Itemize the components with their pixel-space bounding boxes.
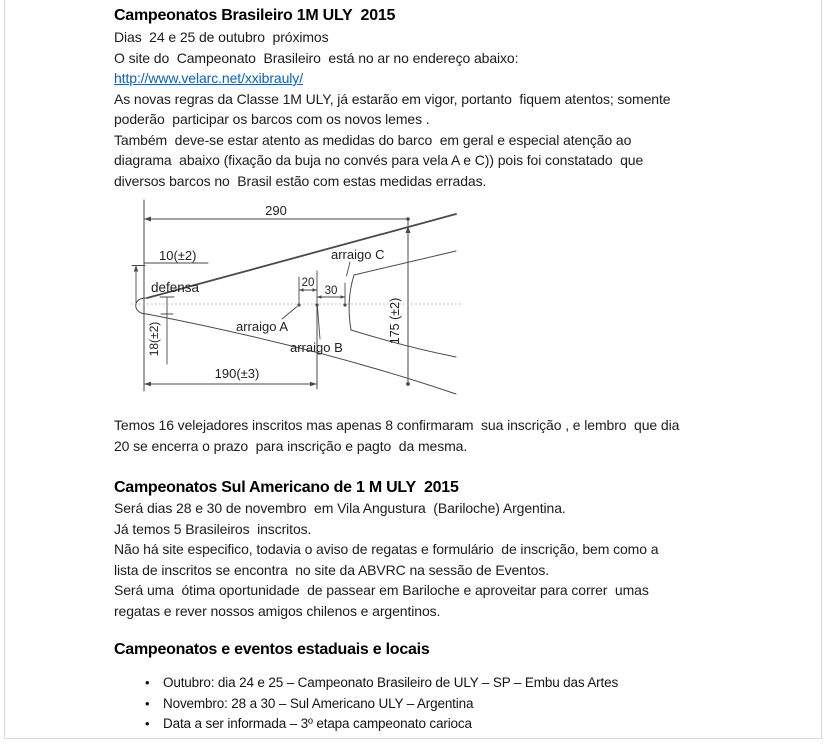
arraigo-a-leader [282,307,297,320]
boat-diagram-svg [111,193,471,411]
text-line: Temos 16 velejadores inscritos mas apenas 8 confirmaram sua inscrição , e lembro que dia [114,417,680,433]
sul-americano-body [114,498,658,621]
arraigo-c-point [343,303,346,306]
dim-190-right-arrow [310,382,317,386]
heading-estaduais: Campeonatos e eventos estaduais e locais [114,641,430,658]
text-line: poderão participar os barcos com os novos lemes . [114,111,430,127]
section-estaduais [114,639,429,661]
dim-10-label: 10(±2) [159,248,197,263]
dim-20-label: 20 [301,277,315,289]
defensa-label: defensa [151,280,200,295]
chine-line [351,330,456,357]
bullet-dot-icon: • [145,695,150,711]
boat-diagram [111,193,471,411]
text-line: lista de inscritos se encontra no site da ABVRC na sessão de Eventos. [114,561,550,578]
text-line: diagrama abaixo (fixação da buja no convés para vela A e C)) pois foi constatado que [114,152,644,168]
sul-americano-paragraph [114,498,658,621]
dim-30-label: 30 [324,285,338,297]
dim-30-right-arrow [341,295,346,299]
text-line: Também deve-se estar atento as medidas do barco em geral e especial atenção ao [114,131,632,148]
arraigo-c-curve [349,275,354,330]
arraigo-c-leader [347,262,351,276]
bullet-dot-icon: • [145,716,150,732]
bullet-text: Novembro: 28 a 30 – Sul Americano ULY – Argentina [163,695,474,711]
section-brasileiro [114,5,670,191]
text-line: diversos barcos no Brasil estão com estas medidas erradas. [114,172,487,189]
arraigo-a-label: arraigo A [236,319,289,334]
dim-corner-dot [406,217,410,221]
bullet-text: Data a ser informada – 3º etapa campeonato carioca [163,716,472,732]
section-inscricoes [114,415,679,456]
text-line: O site do Campeonato Brasileiro está no ar no endereço abaixo: [114,49,519,66]
velarc-link[interactable]: http://www.velarc.net/xxibrauly/ [114,70,303,86]
dim-175-label: 175 (±2) [388,297,402,345]
text-line: Será dias 28 e 30 de novembro em Vila Angustura (Bariloche) Argentina. [114,500,566,516]
bullet-dot-icon: • [145,675,150,690]
rules-paragraph [114,89,670,192]
bullet-item [114,714,618,735]
heading-campeonato-brasileiro: Campeonatos Brasileiro 1M ULY 2015 [114,7,396,24]
dim-190-label: 190(±3) [214,366,260,381]
intro-paragraph [114,27,670,68]
text-line: Não há site especifico, todavia o aviso de regatas e formulário de inscrição, bem como a [114,541,659,557]
text-line: As novas regras da Classe 1M ULY, já estarão em vigor, portanto fiquem atentos; somente [114,90,671,107]
text-line: regatas e rever nossos amigos chilenos e argentinos. [114,602,441,619]
bullet-item [114,694,618,715]
dim-190-left-arrow [144,382,151,386]
arraigo-c-label: arraigo C [331,247,385,262]
section-sul-americano [114,477,459,499]
arraigo-a-point [297,303,300,306]
text-line: Dias 24 e 25 de outubro próximos [114,29,329,45]
bullet-text: Outubro: dia 24 e 25 – Campeonato Brasileiro de ULY – SP – Embu das Artes [163,675,619,690]
bow-nose-curve [136,298,147,314]
bullet-item [114,673,618,694]
dim-18-label: 18(±2) [147,321,161,357]
dim-175-bottom-dot [406,382,410,386]
arraigo-b-leader [318,307,321,339]
arraigo-b-point [315,303,318,306]
arraigo-b-label: arraigo B [290,340,343,355]
heading-sul-americano: Campeonatos Sul Americano de 1 M ULY 2015 [114,479,459,496]
document-page [4,0,822,739]
dim-10-arrow [134,265,138,272]
text-line: Já temos 5 Brasileiros inscritos. [114,520,312,537]
text-line: Será uma ótima oportunidade de passear em Bariloche e aproveitar para correr umas [114,582,649,598]
dim-30-left-arrow [317,295,322,299]
text-line: 20 se encerra o prazo para inscrição e pagto da mesma. [114,437,468,454]
confirm-paragraph [114,415,679,456]
events-bullet-list [114,673,618,735]
dim-290-label: 290 [265,203,287,218]
dim-290-left-arrow [144,217,151,222]
